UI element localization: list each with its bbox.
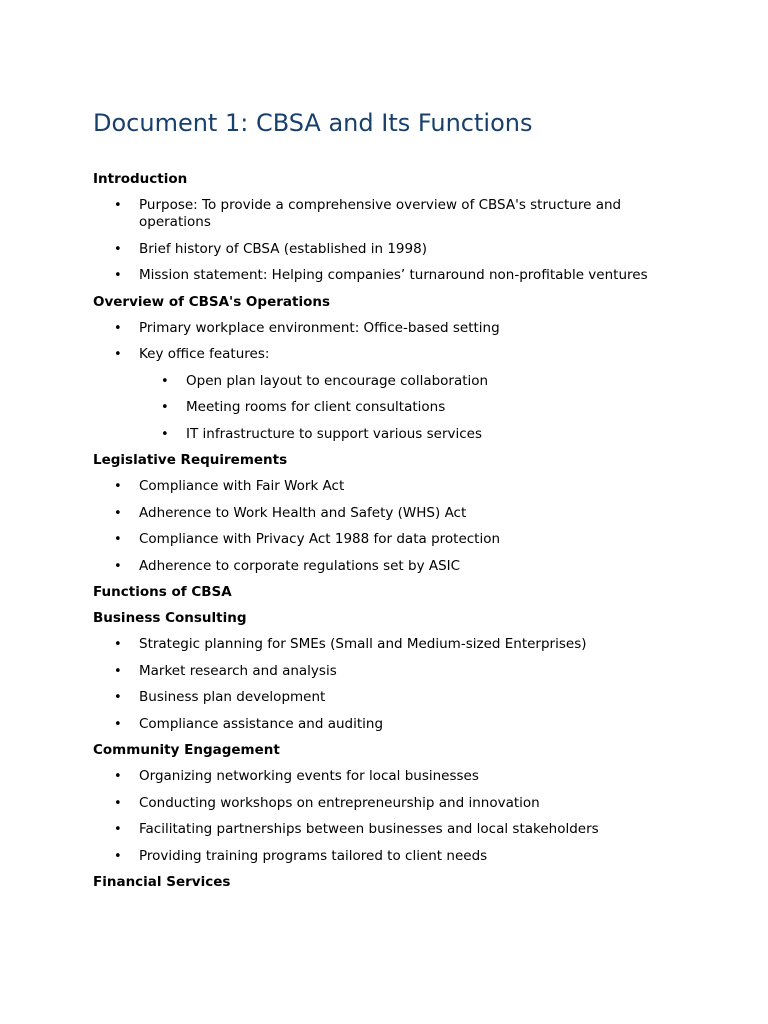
bullet-icon: •: [114, 822, 122, 837]
section-heading-business-consulting: Business Consulting: [93, 610, 247, 626]
section-heading-functions: Functions of CBSA: [93, 584, 232, 600]
list-item: • Key office features:: [114, 346, 270, 362]
section-business-consulting: [93, 610, 673, 733]
section-heading-overview: Overview of CBSA's Operations: [93, 293, 330, 310]
section-heading-legislative: Legislative Requirements: [93, 452, 288, 468]
bullet-icon: •: [114, 268, 122, 283]
list-item: • Mission statement: Helping companies’ turnaround non-profitable ventures: [114, 267, 648, 283]
document-title: Document 1: CBSA and Its Functions: [93, 109, 533, 137]
list-item: • Compliance with Privacy Act 1988 for data protection: [114, 531, 501, 547]
sub-list-item: • Open plan layout to encourage collaboration: [161, 372, 489, 389]
bullet-icon: •: [114, 532, 122, 547]
business-consulting-list: [93, 636, 673, 733]
bullet-icon: •: [114, 479, 122, 494]
list-item: • Strategic planning for SMEs (Small and Medium-sized Enterprises): [114, 636, 587, 652]
bullet-icon: •: [114, 795, 122, 811]
list-item: • Business plan development: [114, 689, 326, 705]
list-item: • Conducting workshops on entrepreneurship and innovation: [114, 794, 540, 811]
bullet-icon: •: [114, 769, 122, 784]
section-functions: [93, 584, 673, 601]
bullet-icon: •: [114, 241, 122, 257]
bullet-icon: •: [161, 400, 169, 415]
list-item: • Purpose: To provide a comprehensive overview of CBSA's structure and operations: [114, 197, 622, 230]
bullet-icon: •: [161, 373, 169, 389]
section-financial-services: [93, 874, 673, 891]
list-item: • Primary workplace environment: Office-based setting: [114, 319, 500, 336]
section-introduction: [93, 171, 673, 284]
bullet-icon: •: [114, 637, 122, 652]
sub-list-item: • Meeting rooms for client consultations: [161, 399, 446, 415]
bullet-icon: •: [114, 690, 122, 705]
overview-list: [93, 320, 673, 443]
list-item: • Compliance assistance and auditing: [114, 715, 384, 732]
bullet-icon: •: [114, 505, 122, 521]
list-item: • Facilitating partnerships between businesses and local stakeholders: [114, 821, 599, 837]
section-legislative: [93, 452, 673, 575]
list-item: • Brief history of CBSA (established in 1998): [114, 240, 427, 257]
list-item: • Market research and analysis: [114, 662, 337, 679]
bullet-icon: •: [114, 320, 122, 336]
section-heading-introduction: Introduction: [93, 171, 188, 187]
document-page: [93, 106, 673, 900]
section-community-engagement: [93, 742, 673, 865]
bullet-icon: •: [114, 198, 122, 213]
bullet-icon: •: [161, 426, 169, 442]
community-list: [93, 768, 673, 865]
sub-list-item: • IT infrastructure to support various services: [161, 425, 483, 442]
bullet-icon: •: [114, 558, 122, 574]
bullet-icon: •: [114, 716, 122, 732]
list-item: • Providing training programs tailored to client needs: [114, 847, 488, 864]
list-item: • Compliance with Fair Work Act: [114, 478, 345, 494]
bullet-icon: •: [114, 663, 122, 679]
list-item: • Adherence to Work Health and Safety (WHS) Act: [114, 504, 467, 521]
list-item: • Adherence to corporate regulations set by ASIC: [114, 557, 461, 574]
section-overview: [93, 294, 673, 443]
section-heading-community-engagement: Community Engagement: [93, 742, 280, 758]
legislative-list: [93, 478, 673, 575]
bullet-icon: •: [114, 347, 122, 362]
list-item: • Organizing networking events for local businesses: [114, 768, 479, 784]
introduction-list: [93, 197, 673, 284]
bullet-icon: •: [114, 848, 122, 864]
section-heading-financial-services: Financial Services: [93, 874, 231, 890]
